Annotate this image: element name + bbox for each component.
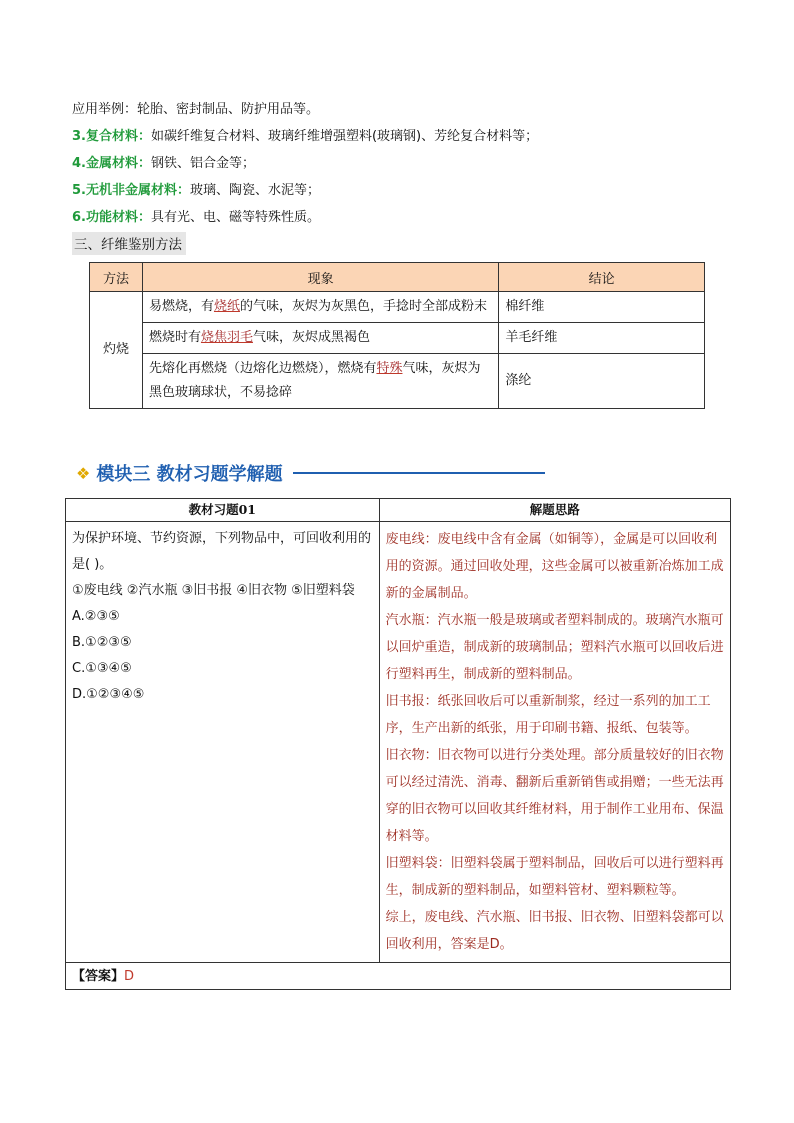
phenomenon-keyword: 特殊 — [376, 361, 403, 376]
method-cell: 灼烧 — [90, 292, 143, 409]
header-phenomenon: 现象 — [142, 263, 498, 292]
solution-paragraph: 旧衣物：旧衣物可以进行分类处理。部分质量较好的旧衣物可以经过清洗、消毒、翻新后重新销售或捐赠；一些无法再穿的旧衣物可以回收其纤维材料，用于制作工业用布、保温材料等。 — [385, 748, 724, 844]
solution-paragraph: 旧书报：纸张回收后可以重新制浆，经过一系列的加工工序，生产出新的纸张，用于印刷书籍、报纸、包装等。 — [385, 694, 711, 736]
module-title: 模块三 教材习题学解题 — [96, 464, 283, 485]
phenomenon-text: 的气味，灰烬为灰黑色，手捻时全部成粉末 — [239, 299, 487, 314]
phenomenon-text: 气味，灰烬成黑褐色 — [252, 330, 370, 345]
conclusion-cell: 羊毛纤维 — [499, 323, 705, 354]
material-item-inorganic — [72, 179, 320, 198]
question-cell — [66, 522, 380, 963]
application-example: 应用举例：轮胎、密封制品、防护用品等。 — [72, 102, 320, 117]
table-row — [90, 323, 705, 354]
question-items: ①废电线 ②汽水瓶 ③旧书报 ④旧衣物 ⑤旧塑料袋 — [72, 583, 355, 598]
answer-label: 【答案】 — [72, 969, 125, 984]
item-text: 钢铁、铝合金等； — [150, 156, 255, 171]
exercise-body-row — [66, 522, 731, 963]
diamond-bullet-icon: ❖ — [76, 463, 91, 483]
option-d: D.①②③④⑤ — [72, 687, 145, 702]
table-row — [90, 354, 705, 409]
phenomenon-text: 燃烧时有 — [148, 330, 201, 345]
question-text: 为保护环境、节约资源，下列物品中，可回收利用的是( )。 — [72, 531, 372, 572]
module-heading — [76, 460, 545, 486]
fiber-identification-table — [89, 262, 705, 409]
phenomenon-text: 易燃烧，有 — [148, 299, 214, 314]
item-text: 玻璃、陶瓷、水泥等； — [189, 183, 320, 198]
answer-cell — [66, 963, 731, 990]
option-a: A.②③⑤ — [72, 609, 120, 624]
conclusion-cell: 棉纤维 — [499, 292, 705, 323]
phenomenon-cell — [142, 292, 498, 323]
material-item-functional — [72, 206, 320, 225]
exercise-table — [65, 498, 731, 990]
phenomenon-keyword: 烧焦羽毛 — [200, 330, 253, 345]
solution-cell — [379, 522, 730, 963]
item-label: 4.金属材料： — [72, 156, 151, 171]
answer-value: D — [124, 969, 135, 984]
material-item-metal — [72, 152, 255, 171]
material-item-composite — [72, 125, 538, 144]
phenomenon-text: 先熔化再燃烧（边熔化边燃烧），燃烧有 — [148, 361, 377, 376]
exercise-header-row — [66, 499, 731, 522]
item-label: 5.无机非金属材料： — [72, 183, 190, 198]
solution-paragraph: 汽水瓶：汽水瓶一般是玻璃或者塑料制成的。玻璃汽水瓶可以回炉重造，制成新的玻璃制品；塑料汽水瓶可以回收后进行塑料再生，制成新的塑料制品。 — [385, 613, 724, 682]
item-text: 如碳纤维复合材料、玻璃纤维增强塑料(玻璃钢)、芳纶复合材料等； — [150, 129, 539, 144]
phenomenon-keyword: 烧纸 — [213, 299, 240, 314]
option-c: C.①③④⑤ — [72, 661, 132, 676]
phenomenon-cell — [142, 354, 498, 409]
table-row — [90, 292, 705, 323]
item-text: 具有光、电、磁等特殊性质。 — [150, 210, 320, 225]
solution-header: 解题思路 — [379, 499, 730, 522]
table-header-row — [90, 263, 705, 292]
phenomenon-cell — [142, 323, 498, 354]
item-label: 6.功能材料： — [72, 210, 151, 225]
header-method: 方法 — [90, 263, 143, 292]
solution-paragraph: 旧塑料袋：旧塑料袋属于塑料制品，回收后可以进行塑料再生，制成新的塑料制品，如塑料管材、塑料颗粒等。 — [385, 856, 724, 898]
solution-paragraph: 废电线：废电线中含有金属（如铜等），金属是可以回收利用的资源。通过回收处理，这些金属可以被重新冶炼加工成新的金属制品。 — [385, 532, 724, 601]
exercise-header: 教材习题01 — [66, 499, 380, 522]
conclusion-cell: 涤纶 — [499, 354, 705, 409]
module-divider — [293, 472, 545, 474]
option-b: B.①②③⑤ — [72, 635, 132, 650]
section-heading: 三、纤维鉴别方法 — [72, 232, 186, 255]
header-conclusion: 结论 — [499, 263, 705, 292]
item-label: 3.复合材料： — [72, 129, 151, 144]
answer-row — [66, 963, 731, 990]
solution-paragraph: 综上，废电线、汽水瓶、旧书报、旧衣物、旧塑料袋都可以回收利用，答案是D。 — [385, 910, 724, 952]
phenomenon-text: 气味，灰烬为黑色玻璃球状，不易捻碎 — [148, 361, 481, 400]
